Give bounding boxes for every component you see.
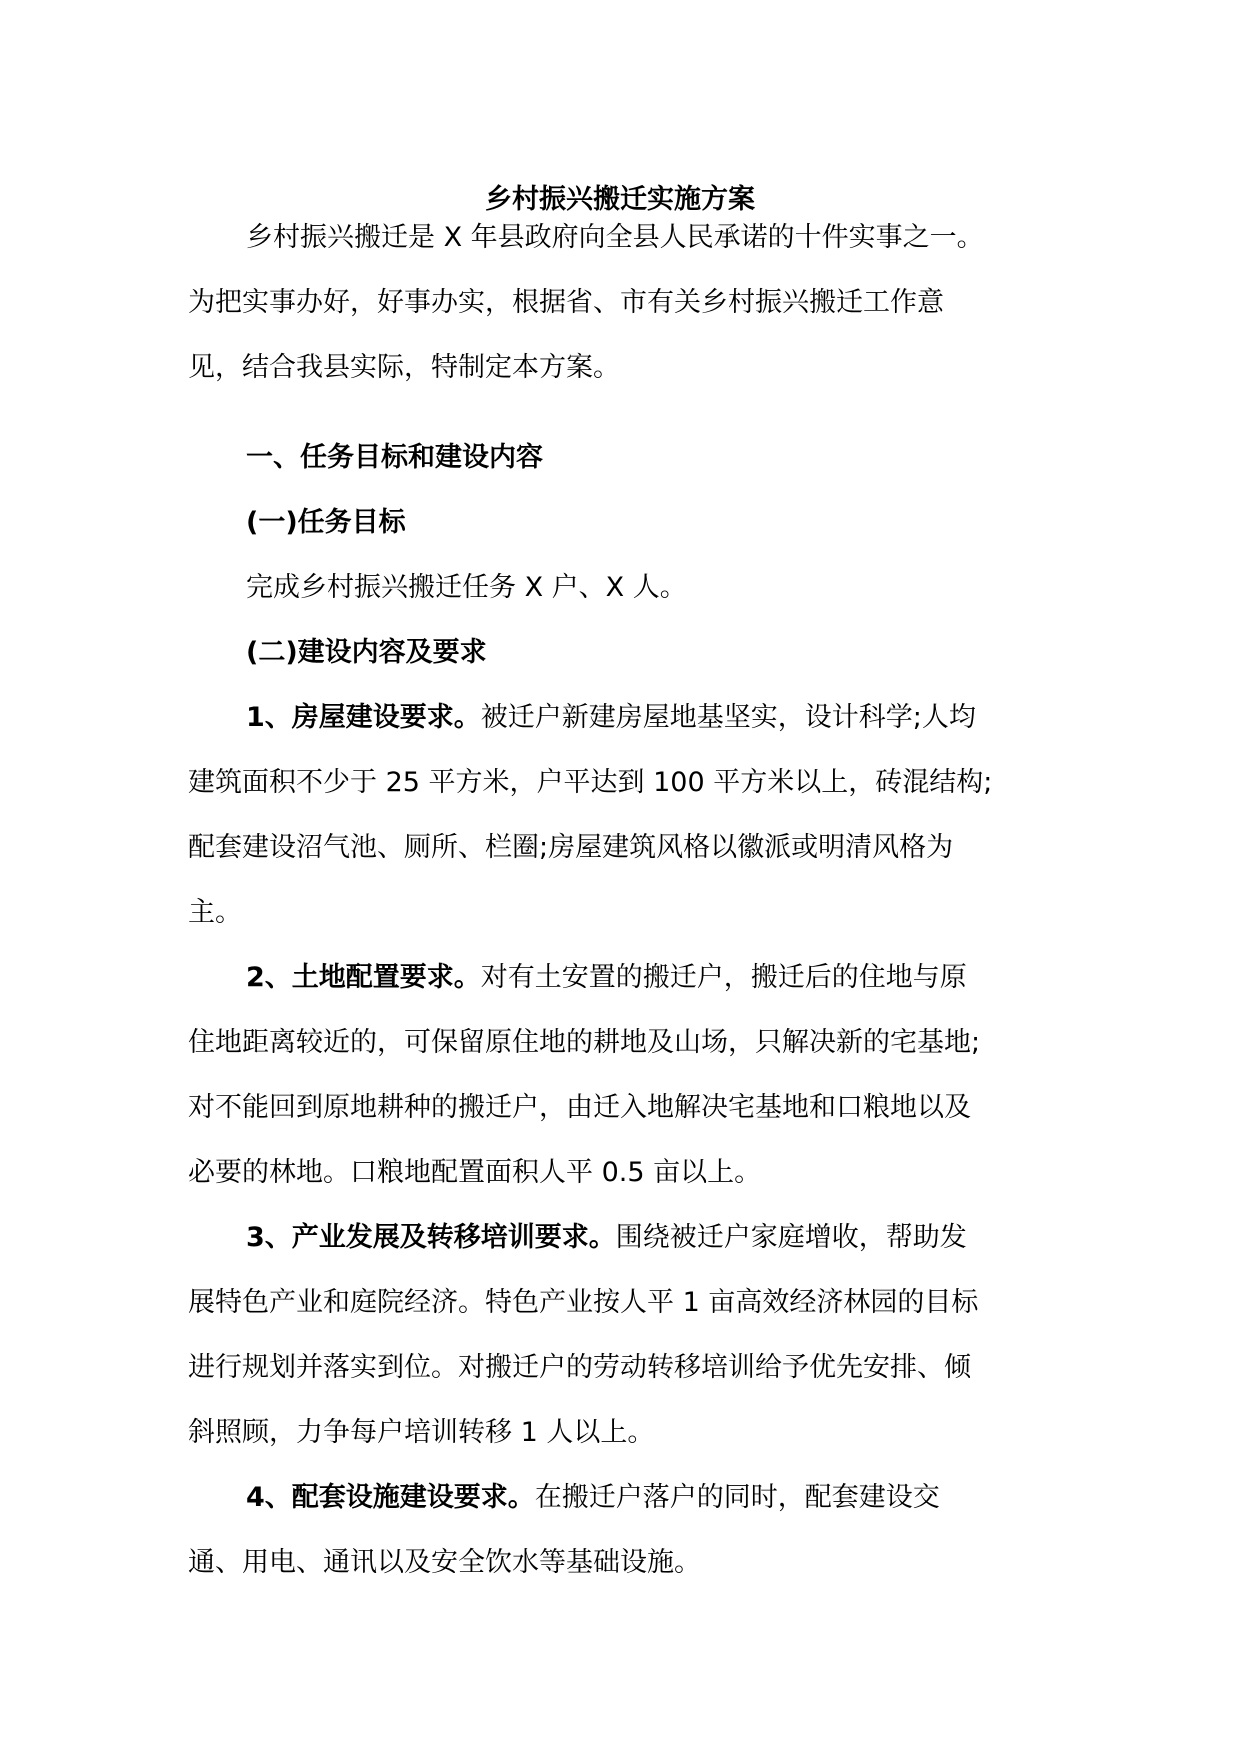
intro-paragraph bbox=[188, 205, 1048, 400]
paragraph-line: 乡村振兴搬迁是 X 年县政府向全县人民承诺的十件实事之一。 bbox=[246, 222, 984, 253]
item-text: 对有土安置的搬迁户，搬迁后的住地与原 bbox=[480, 962, 967, 993]
paragraph-line bbox=[188, 1465, 1048, 1530]
item-text: 被迁户新建房屋地基坚实，设计科学;人均 bbox=[480, 702, 976, 733]
paragraph-line: 进行规划并落实到位。对搬迁户的劳动转移培训给予优先安排、倾 bbox=[188, 1352, 971, 1383]
item-paragraph bbox=[188, 945, 1048, 1205]
item-text: 围绕被迁户家庭增收，帮助发 bbox=[615, 1222, 967, 1253]
paragraph-line: 必要的林地。口粮地配置面积人平 0.5 亩以上。 bbox=[188, 1157, 762, 1188]
item-label: 3、产业发展及转移培训要求。 bbox=[246, 1222, 616, 1253]
subsection-heading: (一)任务目标 bbox=[246, 507, 406, 538]
item-paragraph bbox=[188, 685, 1048, 945]
item-label: 1、房屋建设要求。 bbox=[246, 702, 481, 733]
paragraph-line bbox=[188, 1205, 1048, 1270]
paragraph-line: 建筑面积不少于 25 平方米，户平达到 100 平方米以上，砖混结构; bbox=[188, 767, 993, 798]
subsection-text: 完成乡村振兴搬迁任务 X 户、X 人。 bbox=[246, 572, 687, 603]
paragraph-line: 通、用电、通讯以及安全饮水等基础设施。 bbox=[188, 1547, 701, 1578]
item-paragraph bbox=[188, 1205, 1048, 1465]
paragraph-line: 住地距离较近的，可保留原住地的耕地及山场，只解决新的宅基地; bbox=[188, 1027, 981, 1058]
item-label: 2、土地配置要求。 bbox=[246, 962, 481, 993]
paragraph-line: 展特色产业和庭院经济。特色产业按人平 1 亩高效经济林园的目标 bbox=[188, 1287, 979, 1318]
item-paragraph bbox=[188, 1465, 1048, 1595]
paragraph-line bbox=[188, 685, 1048, 750]
paragraph-line bbox=[188, 945, 1048, 1010]
item-text: 在搬迁户落户的同时，配套建设交 bbox=[534, 1482, 940, 1513]
paragraph-line: 斜照顾，力争每户培训转移 1 人以上。 bbox=[188, 1417, 655, 1448]
section-heading: 一、任务目标和建设内容 bbox=[246, 442, 543, 473]
paragraph-line: 见，结合我县实际，特制定本方案。 bbox=[188, 352, 620, 383]
paragraph-line: 对不能回到原地耕种的搬迁户，由迁入地解决宅基地和口粮地以及 bbox=[188, 1092, 971, 1123]
subsection-heading: (二)建设内容及要求 bbox=[246, 637, 487, 668]
paragraph-line: 主。 bbox=[188, 897, 242, 928]
paragraph-line: 配套建设沼气池、厕所、栏圈;房屋建筑风格以徽派或明清风格为 bbox=[188, 832, 954, 863]
paragraph-line: 为把实事办好，好事办实，根据省、市有关乡村振兴搬迁工作意 bbox=[188, 287, 944, 318]
item-label: 4、配套设施建设要求。 bbox=[246, 1482, 535, 1513]
document-title: 乡村振兴搬迁实施方案 bbox=[485, 184, 755, 215]
section-block bbox=[188, 425, 1048, 685]
